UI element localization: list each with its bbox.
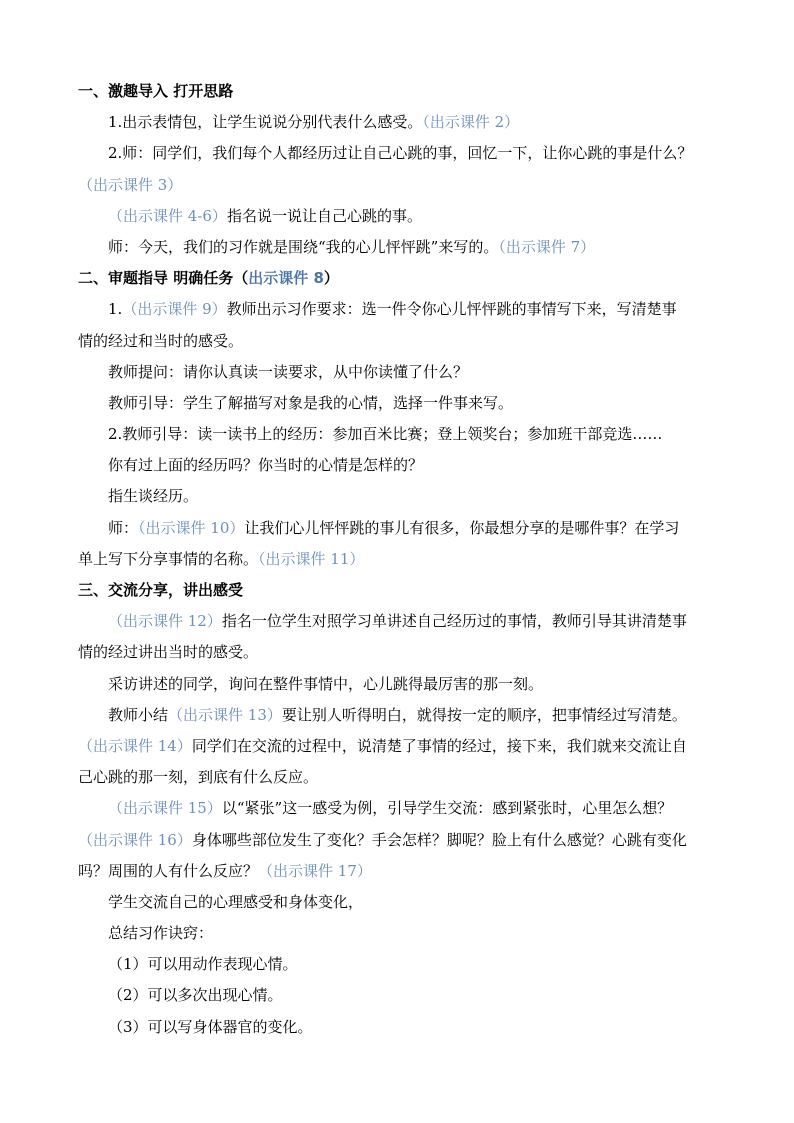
heading-text: 二、审题指导 明确任务（ (78, 269, 249, 288)
courseware-ref: （出示课件 3） (78, 175, 183, 194)
courseware-ref: （出示课件 14） (78, 736, 192, 755)
courseware-ref: （出示课件 10） (138, 518, 245, 537)
courseware-ref: （出示课件 17） (258, 861, 372, 880)
paragraph-prefix: 师： (108, 518, 139, 537)
paragraph (78, 294, 728, 325)
courseware-ref: （出示课件 15） (108, 799, 222, 818)
section-heading-2 (78, 263, 728, 294)
paragraph (78, 513, 728, 544)
paragraph-text: 2.教师引导：读一读书上的经历：参加百米比赛；登上领奖台；参加班干部竞选…… (108, 425, 663, 444)
section-heading-3: 三、交流分享，讲出感受 (78, 581, 244, 599)
courseware-ref: （出示课件 7） (498, 237, 596, 256)
paragraph-text: 教师出示习作要求：选一件令你心儿怦怦跳的事情写下来，写清楚事 (226, 300, 677, 319)
courseware-ref: （出示课件 9） (122, 300, 227, 319)
paragraph-text: 指生谈经历。 (108, 487, 199, 506)
paragraph (78, 606, 728, 637)
paragraph-text: 指名说一说让自己心跳的事。 (226, 206, 422, 225)
paragraph-text: 教师提问：请你认真读一读要求，从中你读懂了什么？ (108, 362, 469, 381)
courseware-ref: （出示课件 2） (422, 113, 520, 132)
paragraph (78, 107, 728, 138)
paragraph-continuation: 情的经过和当时的感受。 (78, 331, 244, 350)
paragraph-continuation (78, 856, 728, 887)
paragraph-text: 2.师：同学们，我们每个人都经历过让自己心跳的事，回忆一下，让你心跳的事是什么？ (108, 144, 693, 163)
paragraph-text: 总结习作诀窍： (108, 924, 214, 943)
courseware-ref: （出示课件 13） (168, 705, 282, 724)
courseware-ref: （出示课件 16） (78, 830, 192, 849)
paragraph-text: 身体哪些部位发生了变化？手会怎样？脚呢？脸上有什么感觉？心跳有变化 (191, 830, 687, 849)
tip-item: （3）可以写身体器官的变化。 (108, 1017, 313, 1036)
paragraph-continuation (78, 170, 728, 201)
tip-item: （2）可以多次出现心情。 (108, 986, 283, 1005)
courseware-ref: （出示课件 11） (258, 549, 365, 568)
paragraph (78, 700, 728, 731)
document-page (78, 76, 728, 1043)
paragraph-continuation: 己心跳的那一刻，到底有什么反应。 (78, 768, 319, 787)
courseware-ref: （出示课件 12） (108, 612, 222, 631)
paragraph (78, 232, 728, 263)
paragraph-text: 学生交流自己的心理感受和身体变化， (108, 892, 364, 911)
paragraph-continuation (78, 731, 728, 762)
paragraph-prefix: 教师小结 (108, 705, 169, 724)
tip-item: （1）可以用动作表现心情。 (108, 955, 298, 974)
paragraph (78, 793, 728, 824)
paragraph-continuation: 情的经过讲出当时的感受。 (78, 643, 259, 662)
paragraph-text: 要让别人听得明白，就得按一定的顺序，把事情经过写清楚。 (281, 705, 687, 724)
paragraph-text: 同学们在交流的过程中，说清楚了事情的经过，接下来，我们就来交流让自 (191, 736, 687, 755)
section-heading-1: 一、激趣导入 打开思路 (78, 82, 234, 100)
paragraph-text: 以“紧张”这一感受为例，引导学生交流：感到紧张时，心里怎么想？ (221, 799, 673, 818)
paragraph-text: 吗？周围的人有什么反应？ (78, 861, 259, 880)
heading-close: ） (323, 269, 339, 288)
paragraph-text: 教师引导：学生了解描写对象是我的心情，选择一件事来写。 (108, 393, 514, 412)
paragraph-text: 指名一位学生对照学习单讲述自己经历过的事情，教师引导其讲清楚事 (221, 612, 687, 631)
courseware-ref: 出示课件 8 (248, 269, 324, 288)
paragraph-continuation (78, 825, 728, 856)
courseware-ref: （出示课件 4-6） (108, 206, 227, 225)
paragraph-text: 让我们心儿怦怦跳的事儿有很多，你最想分享的是哪件事？在学习 (244, 518, 680, 537)
paragraph-text: 师：今天，我们的习作就是围绕“我的心儿怦怦跳”来写的。 (108, 237, 499, 256)
paragraph-prefix: 1. (108, 300, 123, 319)
paragraph (78, 201, 728, 232)
paragraph-continuation (78, 544, 728, 575)
paragraph-text: 你有过上面的经历吗？你当时的心情是怎样的？ (108, 456, 424, 475)
paragraph-text: 单上写下分享事情的名称。 (78, 549, 259, 568)
paragraph-text: 1.出示表情包，让学生说说分别代表什么感受。 (108, 113, 423, 132)
paragraph-text: 采访讲述的同学，询问在整件事情中，心儿跳得最厉害的那一刻。 (108, 674, 544, 693)
